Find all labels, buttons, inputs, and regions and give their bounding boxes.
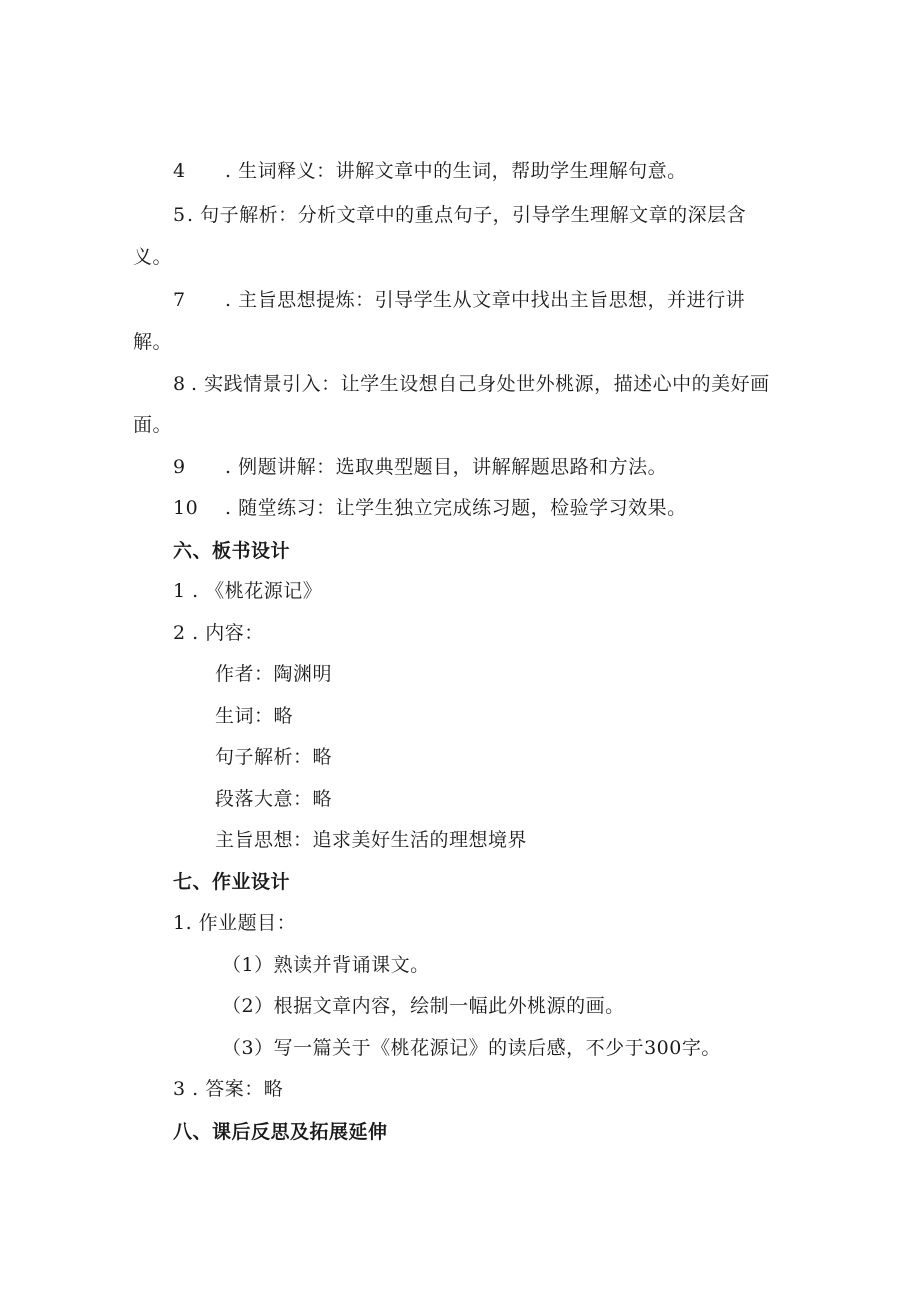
step-number: 5 <box>173 204 186 226</box>
homework-item-answer: 3 . 答案：略 <box>173 1078 284 1100</box>
homework-task-3: （3）写一篇关于《桃花源记》的读后感，不少于300字。 <box>222 1037 721 1059</box>
section-heading-homework-design: 七、作业设计 <box>173 871 291 893</box>
step-5-continuation: 义。 <box>133 246 173 268</box>
board-item-title: 1 . 《桃花源记》 <box>173 580 323 602</box>
homework-task-1: （1）熟读并背诵课文。 <box>222 954 430 976</box>
step-9 <box>173 454 667 480</box>
step-7 <box>173 287 745 313</box>
board-line-paragraph-meaning: 段落大意：略 <box>215 788 333 810</box>
step-text: . 生词释义：讲解文章中的生词，帮助学生理解句意。 <box>225 160 687 182</box>
step-text: . 随堂练习：让学生独立完成练习题，检验学习效果。 <box>225 497 687 519</box>
step-7-continuation: 解。 <box>133 331 173 353</box>
board-item-content: 2 . 内容： <box>173 622 264 644</box>
step-5 <box>173 202 746 228</box>
homework-task-2: （2）根据文章内容，绘制一幅此外桃源的画。 <box>222 995 625 1017</box>
step-text: . 实践情景引入：让学生设想自己身处世外桃源，描述心中的美好画 <box>191 373 770 395</box>
step-10 <box>173 495 687 521</box>
section-heading-board-design: 六、板书设计 <box>173 540 291 562</box>
board-line-main-idea: 主旨思想：追求美好生活的理想境界 <box>215 829 528 851</box>
board-line-sentence-analysis: 句子解析：略 <box>215 746 333 768</box>
board-line-author: 作者：陶渊明 <box>215 663 333 685</box>
section-heading-reflection: 八、课后反思及拓展延伸 <box>173 1121 388 1143</box>
step-8-continuation: 面。 <box>133 414 173 436</box>
step-number: 9 <box>173 456 186 478</box>
step-text: . 句子解析：分析文章中的重点句子，引导学生理解文章的深层含 <box>187 204 747 226</box>
step-4 <box>173 158 687 184</box>
step-number: 7 <box>173 289 186 311</box>
step-text: . 主旨思想提炼：引导学生从文章中找出主旨思想，并进行讲 <box>225 289 746 311</box>
homework-item-topics: 1. 作业题目： <box>173 912 297 934</box>
step-text: . 例题讲解：选取典型题目，讲解解题思路和方法。 <box>225 456 668 478</box>
step-number: 8 <box>173 373 186 395</box>
step-number: 4 <box>173 160 186 182</box>
board-line-vocabulary: 生词：略 <box>215 705 294 727</box>
step-8 <box>173 371 770 397</box>
step-number: 10 <box>173 497 199 519</box>
